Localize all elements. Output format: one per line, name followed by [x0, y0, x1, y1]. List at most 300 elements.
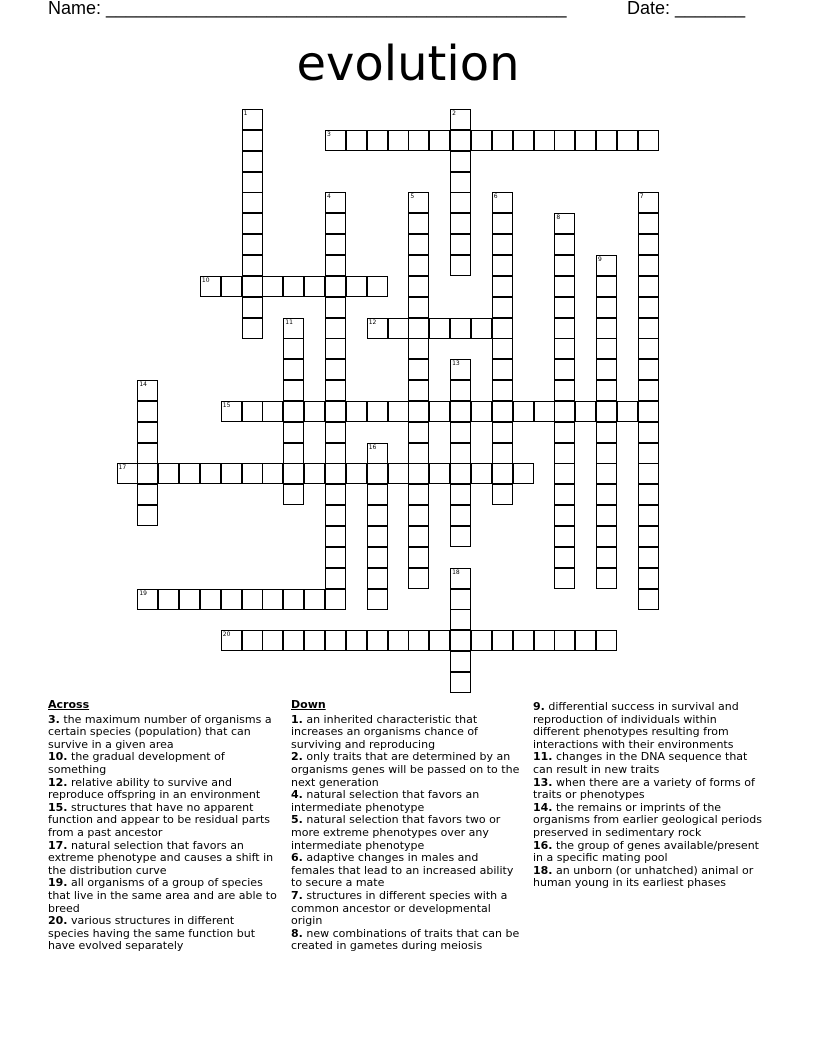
- grid-cell[interactable]: [450, 234, 471, 255]
- grid-cell[interactable]: [513, 401, 534, 422]
- cell-number: 16: [368, 443, 377, 451]
- grid-cell[interactable]: [554, 422, 575, 443]
- date-field[interactable]: _______: [675, 0, 746, 18]
- clue-text: all organisms of a group of species that live in the same area and are able to breed: [48, 876, 277, 915]
- grid-cell[interactable]: [408, 443, 429, 464]
- grid-cell[interactable]: [262, 589, 283, 610]
- grid-cell[interactable]: [554, 130, 575, 151]
- grid-cell[interactable]: [242, 255, 263, 276]
- grid-cell[interactable]: [492, 276, 513, 297]
- grid-cell[interactable]: [200, 589, 221, 610]
- grid-cell[interactable]: [388, 130, 409, 151]
- grid-cell[interactable]: [450, 422, 471, 443]
- grid-cell[interactable]: [262, 401, 283, 422]
- grid-cell[interactable]: [408, 318, 429, 339]
- grid-cell[interactable]: [617, 130, 638, 151]
- grid-cell[interactable]: [325, 547, 346, 568]
- grid-cell[interactable]: [596, 568, 617, 589]
- grid-cell[interactable]: [388, 630, 409, 651]
- clue-text: structures in different species with a common ancestor or developmental origin: [291, 888, 508, 928]
- grid-cell[interactable]: [450, 630, 471, 651]
- grid-cell[interactable]: [492, 338, 513, 359]
- grid-cell[interactable]: [367, 505, 388, 526]
- grid-cell[interactable]: [638, 297, 659, 318]
- cell-number: 4: [327, 193, 331, 201]
- grid-cell[interactable]: [325, 463, 346, 484]
- cell-number: 13: [452, 360, 460, 368]
- grid-cell[interactable]: [325, 213, 346, 234]
- grid-cell[interactable]: [325, 401, 346, 422]
- clue-item: [533, 802, 763, 840]
- grid-cell[interactable]: [408, 234, 429, 255]
- clue-number: 9.: [533, 700, 545, 713]
- grid-cell[interactable]: [325, 505, 346, 526]
- grid-cell[interactable]: [137, 422, 158, 443]
- grid-cell[interactable]: [408, 505, 429, 526]
- grid-cell[interactable]: [408, 547, 429, 568]
- grid-cell[interactable]: [471, 318, 492, 339]
- grid-cell[interactable]: [408, 401, 429, 422]
- grid-cell[interactable]: [554, 338, 575, 359]
- grid-cell[interactable]: [408, 380, 429, 401]
- grid-cell[interactable]: [450, 359, 471, 380]
- grid-cell[interactable]: [325, 276, 346, 297]
- grid-cell[interactable]: [638, 568, 659, 589]
- clue-text: an inherited characteristic that increases an organisms chance of surviving and reproducing: [291, 712, 478, 751]
- grid-cell[interactable]: [346, 130, 367, 151]
- page-title: evolution: [296, 36, 520, 92]
- grid-cell[interactable]: [534, 130, 555, 151]
- grid-cell[interactable]: [492, 401, 513, 422]
- clue-item: [291, 928, 521, 953]
- grid-cell[interactable]: [325, 318, 346, 339]
- grid-cell[interactable]: [367, 443, 388, 464]
- grid-cell[interactable]: [638, 589, 659, 610]
- grid-cell[interactable]: [638, 526, 659, 547]
- grid-cell[interactable]: [408, 130, 429, 151]
- grid-cell[interactable]: [388, 401, 409, 422]
- cell-number: 1: [243, 110, 248, 117]
- clue-text: changes in the DNA sequence that can result in new traits: [533, 750, 748, 776]
- cell-number: 17: [118, 464, 127, 472]
- grid-cell[interactable]: [450, 213, 471, 234]
- grid-cell[interactable]: [200, 463, 221, 484]
- grid-cell[interactable]: [137, 443, 158, 464]
- grid-cell[interactable]: [450, 484, 471, 505]
- clue-number: 14.: [533, 800, 553, 814]
- grid-cell[interactable]: [221, 276, 242, 297]
- clue-text: the maximum number of organisms a certain species (population) that can survive in a given area: [48, 712, 272, 751]
- grid-cell[interactable]: [554, 505, 575, 526]
- grid-cell[interactable]: [137, 463, 158, 484]
- grid-cell[interactable]: [408, 526, 429, 547]
- grid-cell[interactable]: [325, 234, 346, 255]
- grid-cell[interactable]: [596, 463, 617, 484]
- grid-cell[interactable]: [408, 630, 429, 651]
- grid-cell[interactable]: [575, 630, 596, 651]
- grid-cell[interactable]: [492, 192, 513, 213]
- grid-cell[interactable]: [408, 359, 429, 380]
- grid-cell[interactable]: [638, 422, 659, 443]
- grid-cell[interactable]: [304, 630, 325, 651]
- clue-text: various structures in different species having the same function but have evolved separately: [48, 914, 256, 953]
- grid-cell[interactable]: [450, 568, 471, 589]
- grid-cell[interactable]: [450, 151, 471, 172]
- grid-cell[interactable]: [242, 318, 263, 339]
- grid-cell[interactable]: [367, 276, 388, 297]
- clue-item: [291, 814, 521, 852]
- grid-cell[interactable]: [450, 672, 471, 693]
- grid-cell[interactable]: [429, 130, 450, 151]
- grid-cell[interactable]: [638, 234, 659, 255]
- grid-cell[interactable]: [450, 526, 471, 547]
- grid-cell[interactable]: [283, 484, 304, 505]
- grid-cell[interactable]: [450, 463, 471, 484]
- clue-number: 12.: [48, 775, 68, 789]
- grid-cell[interactable]: [283, 589, 304, 610]
- grid-cell[interactable]: [554, 380, 575, 401]
- grid-cell[interactable]: [283, 359, 304, 380]
- grid-cell[interactable]: [346, 401, 367, 422]
- grid-cell[interactable]: [242, 463, 263, 484]
- grid-cell[interactable]: [221, 463, 242, 484]
- clue-item: [48, 915, 278, 953]
- grid-cell[interactable]: [429, 463, 450, 484]
- grid-cell[interactable]: [137, 589, 158, 610]
- grid-cell[interactable]: [554, 401, 575, 422]
- grid-cell[interactable]: [554, 359, 575, 380]
- grid-cell[interactable]: [408, 276, 429, 297]
- grid-cell[interactable]: [283, 630, 304, 651]
- grid-cell[interactable]: [200, 276, 221, 297]
- grid-cell[interactable]: [492, 359, 513, 380]
- grid-cell[interactable]: [638, 463, 659, 484]
- grid-cell[interactable]: [554, 526, 575, 547]
- grid-cell[interactable]: [304, 276, 325, 297]
- grid-cell[interactable]: [638, 318, 659, 339]
- grid-cell[interactable]: [367, 568, 388, 589]
- grid-cell[interactable]: [221, 401, 242, 422]
- grid-cell[interactable]: [325, 192, 346, 213]
- grid-cell[interactable]: [471, 463, 492, 484]
- clue-number: 3.: [48, 712, 60, 726]
- grid-cell[interactable]: [513, 463, 534, 484]
- grid-cell[interactable]: [283, 401, 304, 422]
- grid-cell[interactable]: [596, 338, 617, 359]
- cell-number: 18: [452, 568, 460, 576]
- grid-cell[interactable]: [367, 401, 388, 422]
- grid-cell[interactable]: [429, 630, 450, 651]
- grid-cell[interactable]: [450, 609, 471, 630]
- grid-cell[interactable]: [450, 589, 471, 610]
- grid-cell[interactable]: [492, 255, 513, 276]
- grid-cell[interactable]: [492, 422, 513, 443]
- cell-number: 3: [327, 130, 331, 138]
- grid-cell[interactable]: [262, 463, 283, 484]
- grid-cell[interactable]: [513, 630, 534, 651]
- grid-cell[interactable]: [388, 463, 409, 484]
- grid-cell[interactable]: [450, 401, 471, 422]
- grid-cell[interactable]: [492, 318, 513, 339]
- grid-cell[interactable]: [283, 380, 304, 401]
- grid-cell[interactable]: [554, 568, 575, 589]
- grid-cell[interactable]: [638, 192, 659, 213]
- clue-item: [533, 777, 763, 802]
- grid-cell[interactable]: [325, 568, 346, 589]
- grid-cell[interactable]: [492, 380, 513, 401]
- clue-item: [291, 852, 521, 890]
- clue-number: 11.: [533, 750, 553, 764]
- grid-cell[interactable]: [596, 318, 617, 339]
- grid-cell[interactable]: [450, 380, 471, 401]
- grid-cell[interactable]: [242, 276, 263, 297]
- grid-cell[interactable]: [450, 255, 471, 276]
- clue-number: 2.: [291, 750, 303, 764]
- grid-cell[interactable]: [638, 380, 659, 401]
- grid-cell[interactable]: [429, 401, 450, 422]
- grid-cell[interactable]: [283, 422, 304, 443]
- clue-text: new combinations of traits that can be created in gametes during meiosis: [291, 926, 520, 953]
- grid-cell[interactable]: [554, 255, 575, 276]
- grid-cell[interactable]: [242, 192, 263, 213]
- grid-cell[interactable]: [534, 630, 555, 651]
- clue-text: relative ability to survive and reproduce offspring in an environment: [48, 775, 261, 802]
- grid-cell[interactable]: [242, 297, 263, 318]
- grid-cell[interactable]: [325, 380, 346, 401]
- grid-cell[interactable]: [367, 463, 388, 484]
- grid-cell[interactable]: [408, 255, 429, 276]
- cell-number: 10: [201, 276, 210, 284]
- grid-cell[interactable]: [575, 130, 596, 151]
- grid-cell[interactable]: [283, 338, 304, 359]
- grid-cell[interactable]: [325, 255, 346, 276]
- grid-cell[interactable]: [471, 401, 492, 422]
- grid-cell[interactable]: [596, 380, 617, 401]
- grid-cell[interactable]: [242, 589, 263, 610]
- grid-cell[interactable]: [408, 338, 429, 359]
- date-label: Date:: [627, 0, 671, 18]
- grid-cell[interactable]: [596, 547, 617, 568]
- grid-cell[interactable]: [388, 318, 409, 339]
- grid-cell[interactable]: [554, 276, 575, 297]
- cell-number: 15: [222, 401, 231, 409]
- clue-number: 19.: [48, 876, 68, 890]
- grid-cell[interactable]: [367, 130, 388, 151]
- cell-number: 12: [368, 318, 377, 326]
- grid-cell[interactable]: [450, 109, 471, 130]
- clue-number: 1.: [291, 712, 303, 726]
- grid-cell[interactable]: [179, 589, 200, 610]
- grid-cell[interactable]: [242, 130, 263, 151]
- grid-cell[interactable]: [492, 484, 513, 505]
- grid-cell[interactable]: [346, 276, 367, 297]
- grid-cell[interactable]: [596, 297, 617, 318]
- grid-cell[interactable]: [596, 443, 617, 464]
- grid-cell[interactable]: [554, 318, 575, 339]
- grid-cell[interactable]: [554, 443, 575, 464]
- grid-cell[interactable]: [554, 234, 575, 255]
- grid-cell[interactable]: [638, 547, 659, 568]
- grid-cell[interactable]: [554, 297, 575, 318]
- grid-cell[interactable]: [325, 484, 346, 505]
- grid-cell[interactable]: [242, 234, 263, 255]
- grid-cell[interactable]: [492, 213, 513, 234]
- grid-cell[interactable]: [408, 192, 429, 213]
- grid-cell[interactable]: [262, 630, 283, 651]
- grid-cell[interactable]: [638, 401, 659, 422]
- grid-cell[interactable]: [325, 338, 346, 359]
- grid-cell[interactable]: [304, 463, 325, 484]
- grid-cell[interactable]: [367, 318, 388, 339]
- grid-cell[interactable]: [638, 213, 659, 234]
- grid-cell[interactable]: [325, 589, 346, 610]
- grid-cell[interactable]: [450, 651, 471, 672]
- grid-cell[interactable]: [408, 422, 429, 443]
- grid-cell[interactable]: [242, 630, 263, 651]
- grid-cell[interactable]: [596, 484, 617, 505]
- cell-number: 9: [598, 255, 602, 263]
- grid-cell[interactable]: [367, 547, 388, 568]
- grid-cell[interactable]: [325, 526, 346, 547]
- grid-cell[interactable]: [221, 630, 242, 651]
- grid-cell[interactable]: [596, 255, 617, 276]
- cell-number: 2: [452, 110, 456, 117]
- grid-cell[interactable]: [638, 130, 659, 151]
- grid-cell[interactable]: [242, 401, 263, 422]
- grid-cell[interactable]: [242, 213, 263, 234]
- down-clues-continued: [533, 701, 763, 890]
- cell-number: 20: [222, 631, 231, 639]
- clue-item: [533, 865, 763, 890]
- down-clues: [291, 699, 521, 953]
- grid-cell[interactable]: [283, 443, 304, 464]
- grid-cell[interactable]: [596, 276, 617, 297]
- clue-item: [291, 714, 521, 752]
- grid-cell[interactable]: [596, 422, 617, 443]
- grid-cell[interactable]: [450, 318, 471, 339]
- grid-cell[interactable]: [554, 484, 575, 505]
- grid-cell[interactable]: [304, 401, 325, 422]
- grid-cell[interactable]: [429, 318, 450, 339]
- grid-cell[interactable]: [554, 630, 575, 651]
- grid-cell[interactable]: [283, 318, 304, 339]
- grid-cell[interactable]: [325, 630, 346, 651]
- grid-cell[interactable]: [283, 463, 304, 484]
- grid-cell[interactable]: [596, 130, 617, 151]
- grid-cell[interactable]: [325, 130, 346, 151]
- grid-cell[interactable]: [534, 401, 555, 422]
- name-label: Name:: [48, 0, 102, 18]
- grid-cell[interactable]: [492, 463, 513, 484]
- grid-cell[interactable]: [492, 297, 513, 318]
- grid-cell[interactable]: [325, 443, 346, 464]
- grid-cell[interactable]: [408, 213, 429, 234]
- grid-cell[interactable]: [262, 276, 283, 297]
- grid-cell[interactable]: [492, 130, 513, 151]
- grid-cell[interactable]: [638, 255, 659, 276]
- grid-cell[interactable]: [554, 213, 575, 234]
- grid-cell[interactable]: [367, 526, 388, 547]
- grid-cell[interactable]: [596, 359, 617, 380]
- grid-cell[interactable]: [450, 443, 471, 464]
- clue-text: when there are a variety of forms of traits or phenotypes: [533, 775, 755, 802]
- grid-cell[interactable]: [450, 130, 471, 151]
- grid-cell[interactable]: [471, 630, 492, 651]
- grid-cell[interactable]: [117, 463, 138, 484]
- grid-cell[interactable]: [554, 463, 575, 484]
- grid-cell[interactable]: [554, 547, 575, 568]
- clue-text: adaptive changes in males and females that lead to an increased ability to secure a mate: [291, 851, 514, 890]
- grid-cell[interactable]: [325, 297, 346, 318]
- grid-cell[interactable]: [596, 401, 617, 422]
- grid-cell[interactable]: [450, 172, 471, 193]
- grid-cell[interactable]: [158, 463, 179, 484]
- grid-cell[interactable]: [575, 401, 596, 422]
- clue-item: [48, 777, 278, 802]
- grid-cell[interactable]: [638, 276, 659, 297]
- grid-cell[interactable]: [408, 484, 429, 505]
- grid-cell[interactable]: [179, 463, 200, 484]
- grid-cell[interactable]: [346, 463, 367, 484]
- grid-cell[interactable]: [158, 589, 179, 610]
- grid-cell[interactable]: [596, 505, 617, 526]
- grid-cell[interactable]: [408, 297, 429, 318]
- clue-text: differential success in survival and reproduction of individuals within different phenotypes resulting from interactions with their environments: [533, 700, 739, 751]
- grid-cell[interactable]: [638, 359, 659, 380]
- clue-number: 5.: [291, 813, 303, 827]
- grid-cell[interactable]: [137, 505, 158, 526]
- grid-cell[interactable]: [408, 463, 429, 484]
- grid-cell[interactable]: [492, 234, 513, 255]
- grid-cell[interactable]: [137, 401, 158, 422]
- grid-cell[interactable]: [492, 443, 513, 464]
- grid-cell[interactable]: [596, 630, 617, 651]
- grid-cell[interactable]: [137, 380, 158, 401]
- grid-cell[interactable]: [242, 109, 263, 130]
- grid-cell[interactable]: [638, 443, 659, 464]
- grid-cell[interactable]: [408, 568, 429, 589]
- grid-cell[interactable]: [367, 484, 388, 505]
- grid-cell[interactable]: [304, 589, 325, 610]
- grid-cell[interactable]: [242, 172, 263, 193]
- name-field[interactable]: ______________________________________________: [106, 0, 567, 18]
- grid-cell[interactable]: [492, 630, 513, 651]
- grid-cell[interactable]: [638, 484, 659, 505]
- grid-cell[interactable]: [137, 484, 158, 505]
- grid-cell[interactable]: [325, 422, 346, 443]
- grid-cell[interactable]: [346, 630, 367, 651]
- clue-item: [291, 751, 521, 789]
- grid-cell[interactable]: [367, 630, 388, 651]
- grid-cell[interactable]: [242, 151, 263, 172]
- grid-cell[interactable]: [450, 505, 471, 526]
- clue-text: natural selection that favors an extreme phenotype and causes a shift in the distribution curve: [48, 838, 274, 877]
- grid-cell[interactable]: [617, 401, 638, 422]
- grid-cell[interactable]: [513, 130, 534, 151]
- grid-cell[interactable]: [638, 505, 659, 526]
- clue-text: only traits that are determined by an organisms genes will be passed on to the next generation: [291, 750, 520, 789]
- grid-cell[interactable]: [283, 276, 304, 297]
- grid-cell[interactable]: [221, 589, 242, 610]
- clue-item: [48, 751, 278, 776]
- grid-cell[interactable]: [471, 130, 492, 151]
- grid-cell[interactable]: [367, 589, 388, 610]
- grid-cell[interactable]: [596, 526, 617, 547]
- grid-cell[interactable]: [325, 359, 346, 380]
- grid-cell[interactable]: [638, 338, 659, 359]
- clue-number: 15.: [48, 800, 68, 814]
- grid-cell[interactable]: [450, 192, 471, 213]
